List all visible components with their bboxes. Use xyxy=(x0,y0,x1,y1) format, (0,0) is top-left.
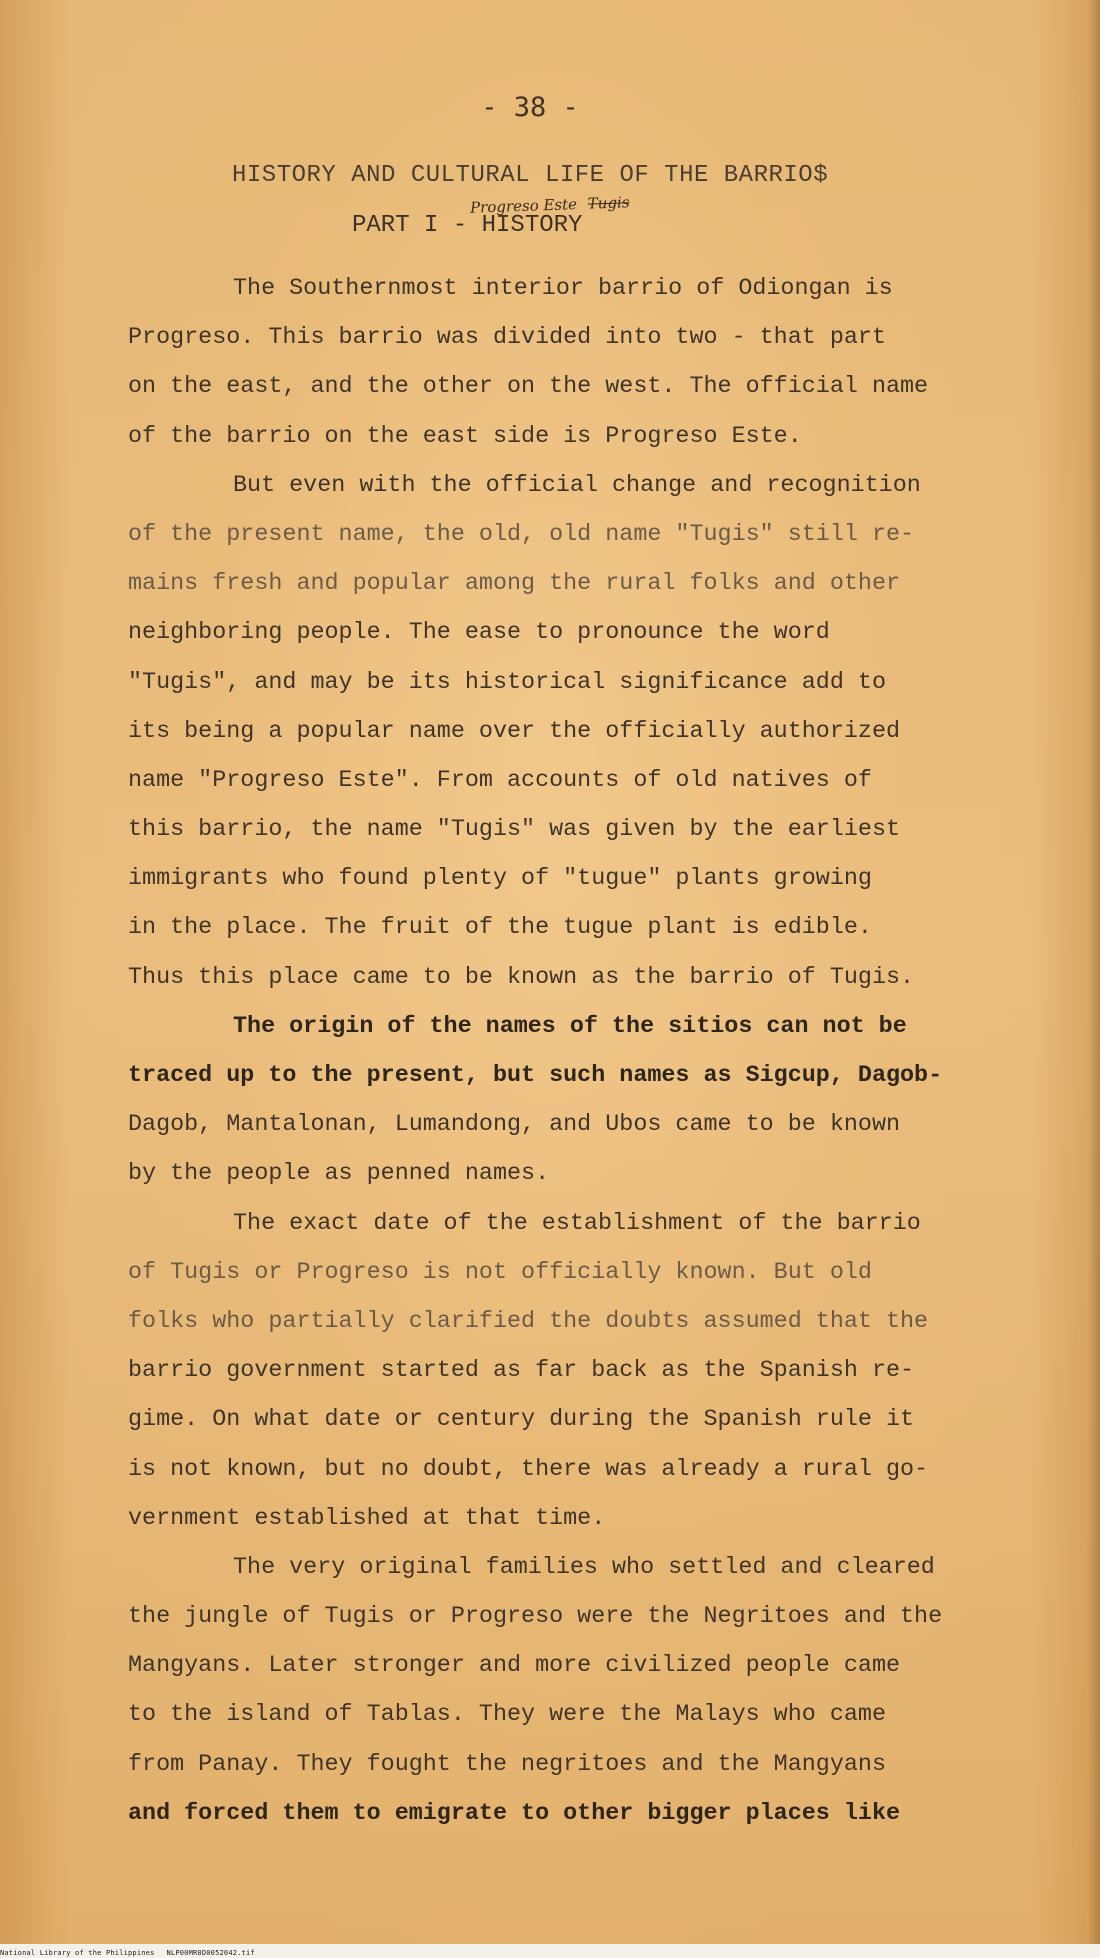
text-line: this barrio, the name "Tugis" was given by the earliest xyxy=(128,817,901,844)
text-line: its being a popular name over the officially authorized xyxy=(128,718,901,745)
paragraph-2 xyxy=(128,462,1028,1003)
text-line: The very original families who settled and cleared xyxy=(233,1554,935,1581)
text-line: gime. On what date or century during the Spanish rule it xyxy=(128,1407,915,1434)
text-line: by the people as penned names. xyxy=(128,1161,550,1188)
text-line: Progreso. This barrio was divided into two - that part xyxy=(128,325,886,352)
footer-file-name: NLP00MR0D0052042.tif xyxy=(166,1949,255,1957)
text-line: in the place. The fruit of the tugue plant is edible. xyxy=(128,915,872,942)
text-line: neighboring people. The ease to pronounce the word xyxy=(128,620,830,647)
paragraph-1 xyxy=(128,265,1028,462)
text-line: The Southernmost interior barrio of Odiongan is xyxy=(233,276,893,302)
scan-footer-text xyxy=(0,1949,255,1957)
paragraph-5 xyxy=(128,1544,1028,1839)
page-number: - 38 - xyxy=(481,92,579,123)
text-line: The exact date of the establishment of the barrio xyxy=(233,1210,921,1237)
paragraph-4 xyxy=(128,1200,1028,1544)
paragraph-3 xyxy=(128,1003,1028,1200)
text-line: immigrants who found plenty of "tugue" plants growing xyxy=(128,866,872,893)
text-line: the jungle of Tugis or Progreso were the Negritoes and the xyxy=(128,1604,943,1631)
text-line: "Tugis", and may be its historical significance add to xyxy=(128,669,886,696)
text-line: of the present name, the old, old name "Tugis" still re- xyxy=(128,521,915,548)
text-line: barrio government started as far back as the Spanish re- xyxy=(128,1358,915,1385)
handwritten-note-text: Progreso Este xyxy=(469,195,578,217)
text-line: of Tugis or Progreso is not officially known. But old xyxy=(128,1259,872,1286)
scan-footer-strip xyxy=(0,1944,1100,1958)
text-line: and forced them to emigrate to other bigger places like xyxy=(128,1800,901,1827)
text-line: vernment established at that time. xyxy=(128,1505,606,1532)
text-line: from Panay. They fought the negritoes and the Mangyans xyxy=(128,1751,886,1778)
body-text xyxy=(128,265,1028,1839)
handwritten-struck-text: Tugis xyxy=(587,193,630,213)
text-line: folks who partially clarified the doubts assumed that the xyxy=(128,1308,929,1335)
footer-library-name: National Library of the Philippines xyxy=(0,1949,155,1957)
page-edge-shadow xyxy=(1088,0,1100,1958)
section-heading: PART I - HISTORY xyxy=(352,212,583,239)
text-line: of the barrio on the east side is Progreso Este. xyxy=(128,423,802,450)
text-line: Dagob, Mantalonan, Lumandong, and Ubos came to be known xyxy=(128,1112,901,1139)
text-line: to the island of Tablas. They were the Malays who came xyxy=(128,1702,886,1729)
text-line: is not known, but no doubt, there was already a rural go- xyxy=(128,1456,929,1483)
document-title: HISTORY AND CULTURAL LIFE OF THE BARRIO$ xyxy=(232,162,829,189)
text-line: Thus this place came to be known as the barrio of Tugis. xyxy=(128,964,915,991)
text-line: The origin of the names of the sitios can not be xyxy=(233,1013,907,1040)
text-line: on the east, and the other on the west. The official name xyxy=(128,374,929,401)
text-line: name "Progreso Este". From accounts of old natives of xyxy=(128,767,872,794)
text-line: traced up to the present, but such names as Sigcup, Dagob- xyxy=(128,1063,943,1089)
text-line: mains fresh and popular among the rural folks and other xyxy=(128,571,901,598)
text-line: But even with the official change and recognition xyxy=(233,472,921,499)
text-line: Mangyans. Later stronger and more civilized people came xyxy=(128,1653,901,1680)
